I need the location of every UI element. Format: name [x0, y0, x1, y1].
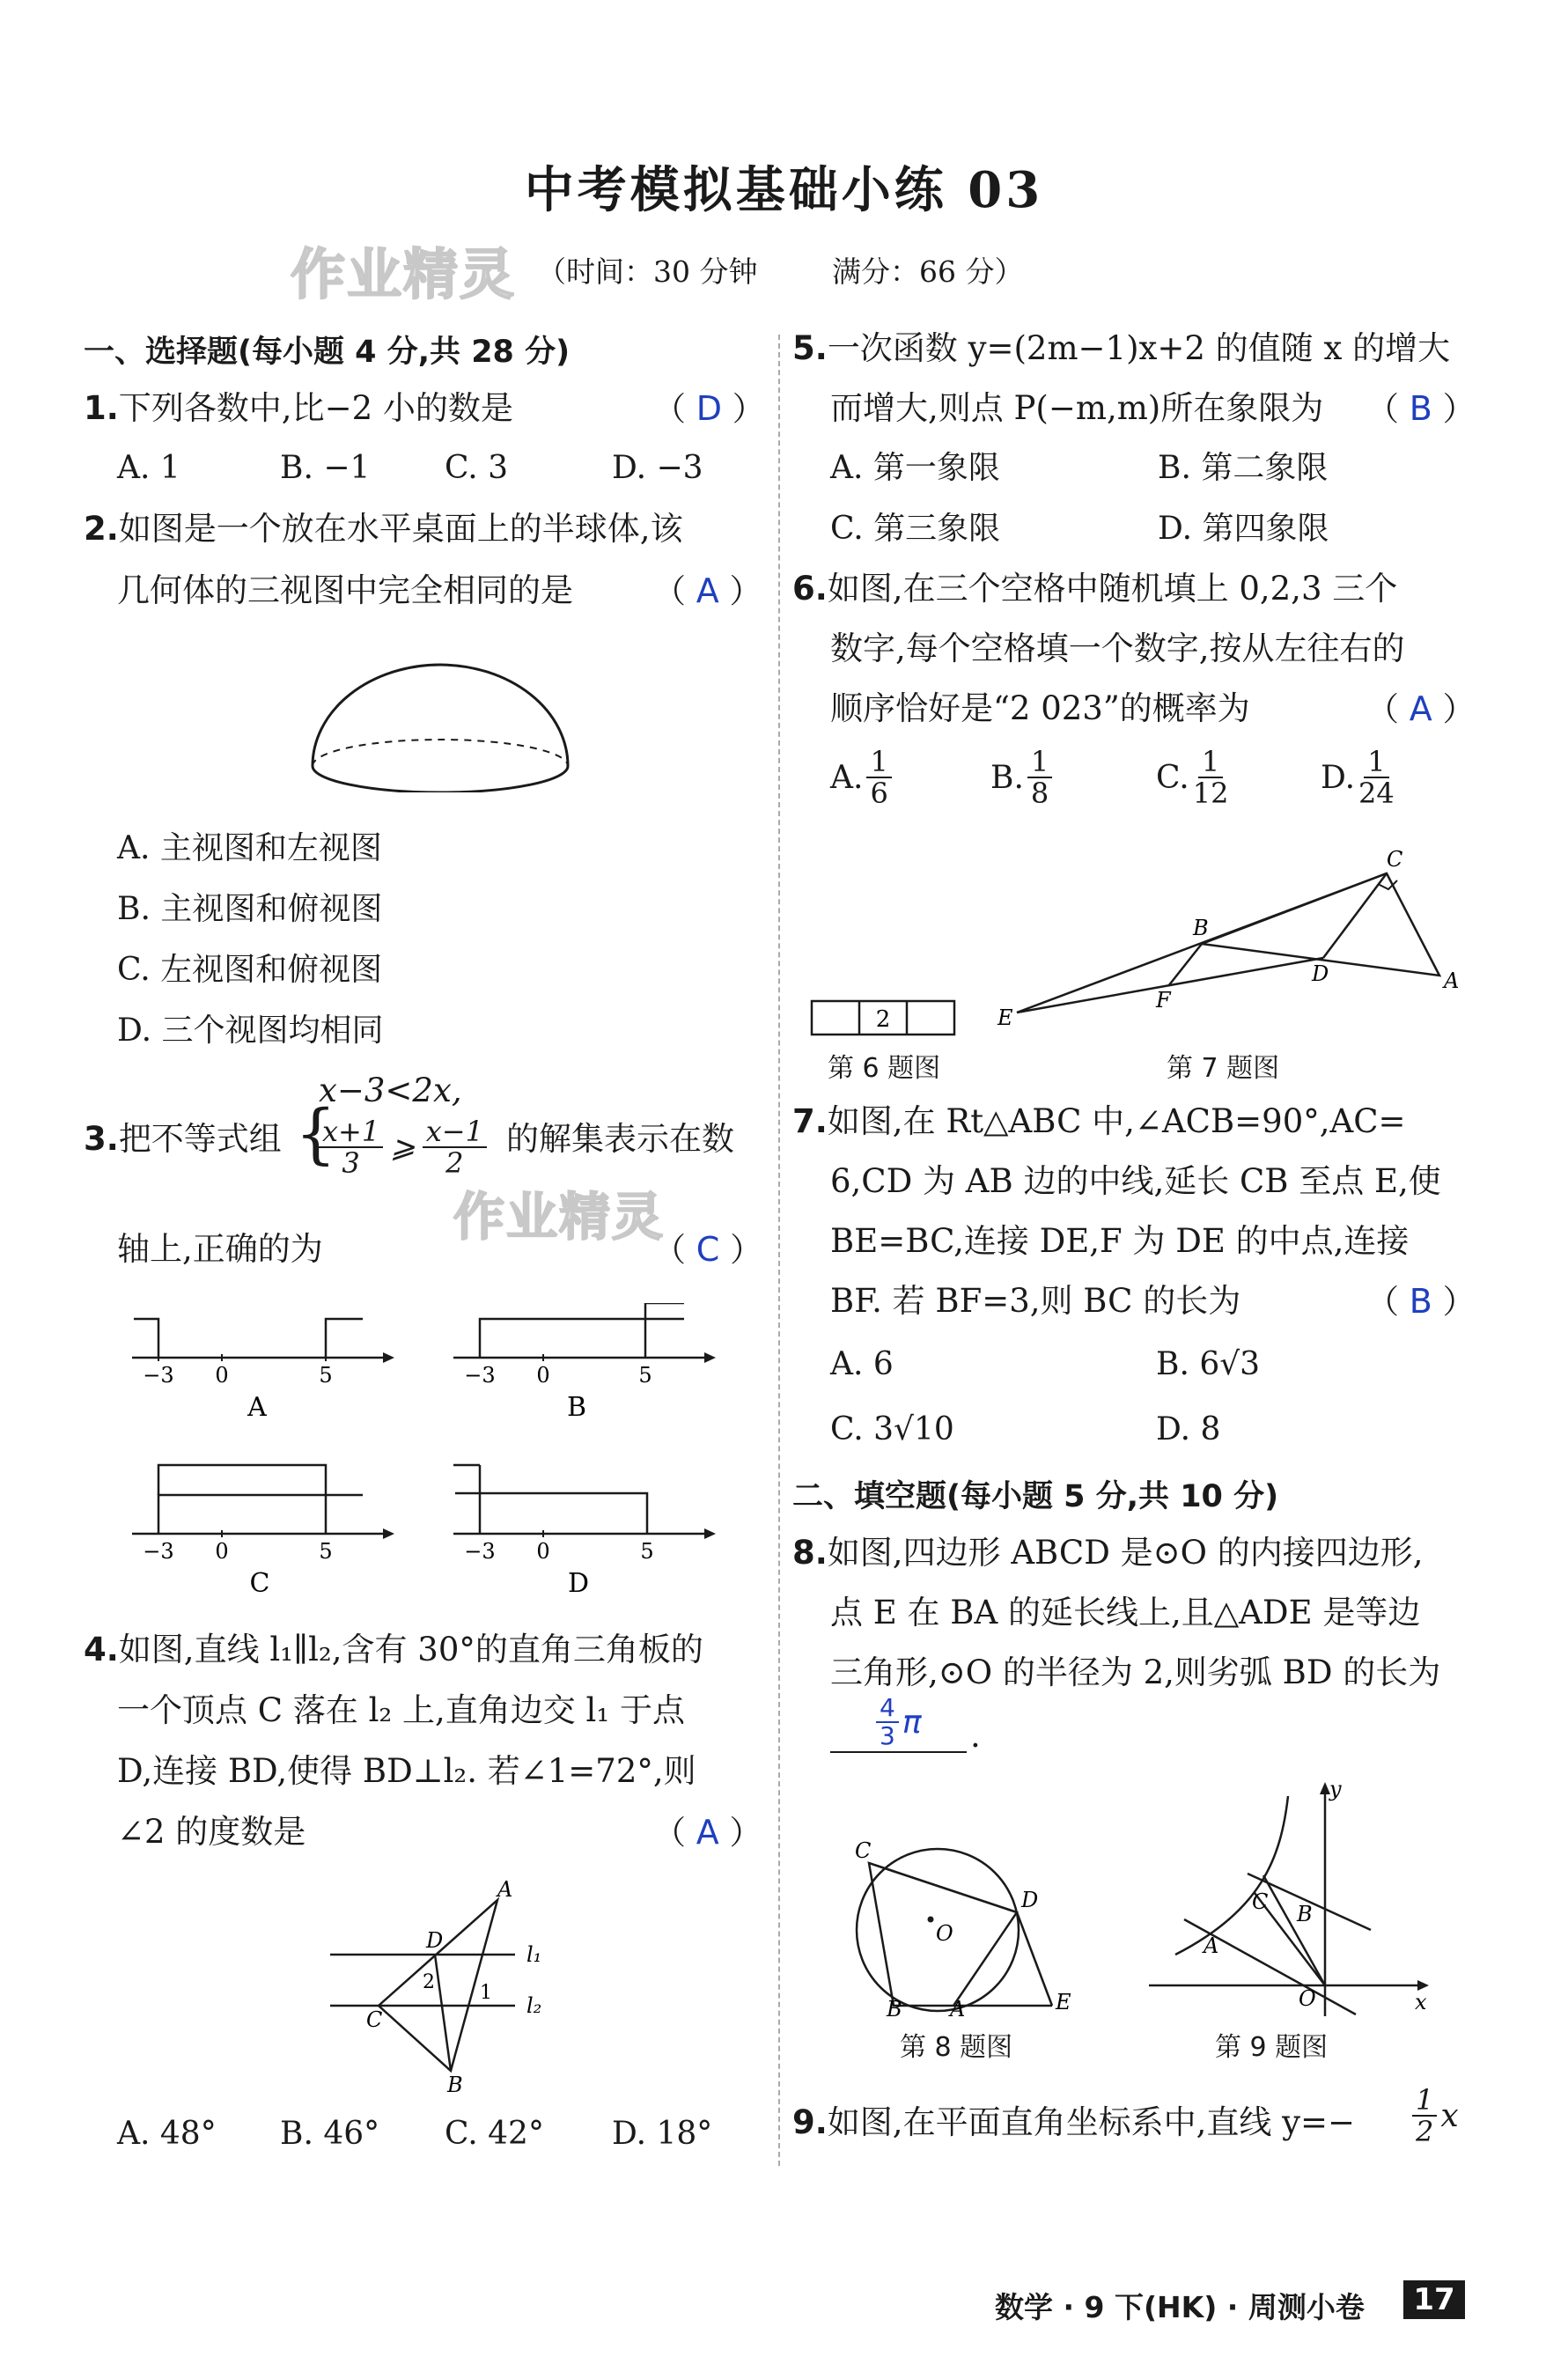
score-label: 满分：66 分）	[832, 254, 1024, 289]
label-l2: l₂	[526, 1993, 542, 2018]
question-line: 而增大,则点 P(−m,m)所在象限为	[830, 389, 1324, 427]
question-6	[792, 559, 1397, 619]
number-line-c	[123, 1462, 396, 1594]
answer-bracket-5: （ B ）	[1366, 389, 1476, 428]
label-c: C	[855, 1838, 872, 1863]
question-text: 如图,在平面直角坐标系中,直线 y=−	[827, 2103, 1356, 2141]
box-digit: 2	[875, 1006, 891, 1033]
blank-boxes-figure	[810, 998, 964, 1040]
question-line: 一个顶点 C 落在 l₂ 上,直角边交 l₁ 于点	[117, 1691, 685, 1729]
number-line-a	[123, 1303, 396, 1418]
question-line: D,连接 BD,使得 BD⊥l₂. 若∠1=72°,则	[117, 1752, 696, 1790]
question-number: 8.	[792, 1534, 828, 1572]
question-text: 下列各数中,比−2 小的数是	[118, 389, 513, 427]
option-c: C. 42°	[445, 2116, 544, 2152]
answer-bracket-2: （ A ）	[653, 571, 762, 610]
option-d: D. $\frac{1}{24}$	[1321, 745, 1395, 810]
label-d: D	[426, 1928, 444, 1953]
label-e: E	[1056, 1990, 1071, 2014]
question-line: 如图,在三个空格中随机填上 0,2,3 三个	[827, 570, 1398, 608]
label-a: A	[1444, 968, 1460, 993]
label-c: C	[366, 2007, 383, 2032]
question-line: 如图是一个放在水平桌面上的半球体,该	[118, 510, 683, 548]
column-divider	[778, 335, 780, 2166]
answer-bracket-1: （ D ）	[653, 389, 765, 428]
answer-2: A	[696, 571, 719, 610]
tick-label: 0	[536, 1539, 550, 1564]
parallel-lines-figure	[317, 1875, 572, 2095]
question-line: 几何体的三视图中完全相同的是	[117, 571, 573, 609]
label-o: O	[936, 1921, 953, 1946]
angle-2: 2	[423, 1971, 435, 1993]
option-label: B	[566, 1392, 587, 1418]
option-b: B. 第二象限	[1158, 450, 1329, 486]
question-2	[84, 499, 683, 559]
section-choice-heading: 一、选择题(每小题 4 分,共 28 分)	[84, 335, 571, 370]
figure-9-caption: 第 9 题图	[1215, 2032, 1329, 2063]
tick-label: 5	[640, 1539, 654, 1564]
question-1	[84, 379, 513, 438]
option-c: C. 左视图和俯视图	[117, 952, 383, 988]
number-line-d	[445, 1462, 718, 1594]
option-b: B. −1	[280, 450, 371, 486]
question-number: 4.	[84, 1631, 119, 1668]
time-label: （时间：30 分钟	[537, 254, 758, 289]
label-a: A	[950, 1997, 966, 2016]
question-number: 5.	[792, 329, 828, 367]
question-7	[792, 1092, 1406, 1152]
question-line: 如图,在 Rt△ABC 中,∠ACB=90°,AC=	[827, 1102, 1406, 1140]
answer-numerator: 4	[876, 1695, 899, 1723]
section-fill-heading: 二、填空题(每小题 5 分,共 10 分)	[792, 1479, 1279, 1514]
option-label: C	[249, 1568, 270, 1594]
question-line: 数字,每个空格填一个数字,按从左往右的	[830, 630, 1405, 667]
label-b: B	[887, 1997, 902, 2016]
question-line: 三角形,⊙O 的半径为 2,则劣弧 BD 的长为	[830, 1653, 1441, 1691]
label-d: D	[1312, 961, 1329, 986]
label-a: A	[1204, 1933, 1219, 1958]
option-a: A. 48°	[117, 2116, 217, 2152]
label-c: C	[1387, 847, 1403, 872]
question-line: 6,CD 为 AB 边的中线,延长 CB 至点 E,使	[830, 1162, 1441, 1200]
answer-bracket-4: （ A ）	[653, 1813, 762, 1852]
question-9	[792, 2093, 1355, 2153]
question-3-prefix	[84, 1109, 282, 1169]
triangle-figure-7	[990, 845, 1466, 1039]
answer-period: .	[970, 1717, 981, 1755]
question-line: ∠2 的度数是	[117, 1813, 306, 1851]
tick-label: −3	[143, 1539, 174, 1564]
question-number: 7.	[792, 1102, 828, 1140]
question-line: 如图,直线 l₁∥l₂,含有 30°的直角三角板的	[118, 1631, 703, 1668]
option-b: B. 6√3	[1156, 1346, 1261, 1382]
question-line: 顺序恰好是“2 023”的概率为	[830, 689, 1250, 727]
tick-label: 5	[319, 1539, 333, 1564]
page-title: 中考模拟基础小练 03	[524, 161, 1044, 219]
option-b: B. 46°	[280, 2116, 380, 2152]
number-line-b	[445, 1303, 718, 1418]
circle-quadrilateral-figure	[841, 1831, 1087, 2016]
tick-label: −3	[464, 1539, 496, 1564]
tick-label: −3	[143, 1363, 174, 1388]
option-a: A. 1	[117, 450, 180, 486]
question-line: 轴上,正确的为	[117, 1230, 323, 1268]
figure-6-caption: 第 6 题图	[828, 1053, 941, 1084]
tick-label: 0	[215, 1363, 229, 1388]
answer-bracket-6: （ A ）	[1366, 689, 1476, 728]
label-b: B	[1193, 916, 1209, 940]
answer-bracket-7: （ B ）	[1366, 1282, 1476, 1321]
question-number: 6.	[792, 570, 828, 608]
label-y: y	[1329, 1779, 1342, 1801]
question-text: 把不等式组	[118, 1120, 282, 1158]
hemisphere-figure	[299, 660, 581, 792]
slope-fraction: $\frac{1}{2}$ x	[1409, 2085, 1459, 2147]
option-d: D. 8	[1156, 1411, 1221, 1447]
answer-1: D	[696, 389, 723, 428]
question-number: 9.	[792, 2103, 828, 2141]
inequality-1: x−3<2x,	[319, 1072, 462, 1109]
answer-pi: π	[902, 1704, 922, 1741]
option-a: A. 第一象限	[830, 450, 1000, 486]
page-number: 17	[1403, 2280, 1465, 2319]
figure-7-caption: 第 7 题图	[1167, 1053, 1280, 1084]
coordinate-figure-9	[1140, 1779, 1431, 2021]
option-c: C. 3√10	[830, 1411, 954, 1447]
option-b: B. 主视图和俯视图	[117, 891, 383, 927]
question-line: 如图,四边形 ABCD 是⊙O 的内接四边形,	[827, 1534, 1424, 1572]
option-d: D. 三个视图均相同	[117, 1013, 384, 1049]
option-c: C. 3	[445, 450, 509, 486]
answer-bracket-3: （ C ）	[653, 1230, 763, 1269]
watermark: 作业精灵	[291, 242, 517, 306]
answer-7: B	[1409, 1282, 1432, 1321]
option-d: D. −3	[612, 450, 703, 486]
tick-label: 0	[536, 1363, 550, 1388]
option-a: A. $\frac{1}{6}$	[830, 747, 895, 808]
tick-label: 5	[638, 1363, 652, 1388]
tick-label: −3	[464, 1363, 496, 1388]
question-line: BF. 若 BF=3,则 BC 的长为	[830, 1282, 1241, 1320]
label-b: B	[1297, 1902, 1313, 1926]
answer-denominator: 3	[880, 1721, 895, 1750]
brace-icon: {	[295, 1096, 337, 1172]
option-label: D	[567, 1568, 590, 1594]
question-line: 一次函数 y=(2m−1)x+2 的值随 x 的增大	[827, 329, 1451, 367]
label-b: B	[447, 2073, 463, 2095]
answer-blank-8	[830, 1695, 967, 1753]
option-c: C. $\frac{1}{12}$	[1156, 745, 1229, 810]
answer-6: A	[1409, 689, 1432, 728]
question-8	[792, 1523, 1424, 1583]
option-label: A	[247, 1392, 267, 1418]
label-x: x	[1415, 1990, 1427, 2014]
inequality-2: $\frac{x+1}{3}$ ⩾ $\frac{x-1}{2}$	[315, 1116, 490, 1178]
label-e: E	[997, 1005, 1013, 1030]
question-number: 1.	[84, 389, 119, 427]
label-a: A	[497, 1877, 513, 1902]
question-line: 点 E 在 BA 的延长线上,且△ADE 是等边	[830, 1594, 1421, 1631]
option-a: A. 主视图和左视图	[117, 830, 382, 866]
option-a: A. 6	[830, 1346, 894, 1382]
angle-1: 1	[480, 1982, 492, 2004]
answer-3: C	[696, 1230, 720, 1269]
question-number: 3.	[84, 1120, 119, 1158]
answer-4: A	[696, 1813, 719, 1852]
question-text: 的解集表示在数	[506, 1120, 734, 1158]
question-5	[792, 319, 1450, 379]
question-4	[84, 1620, 703, 1680]
label-f: F	[1156, 988, 1171, 1013]
option-c: C. 第三象限	[830, 511, 1001, 547]
answer-5: B	[1409, 389, 1432, 428]
tick-label: 0	[215, 1539, 229, 1564]
option-d: D. 18°	[612, 2116, 713, 2152]
question-line: BE=BC,连接 DE,F 为 DE 的中点,连接	[830, 1222, 1410, 1260]
question-number: 2.	[84, 510, 119, 548]
label-o: O	[1299, 1986, 1316, 2011]
tick-label: 5	[319, 1363, 333, 1388]
footer-text: 数学 · 9 下(HK) · 周测小卷	[995, 2290, 1365, 2324]
label-l1: l₁	[526, 1942, 542, 1967]
figure-8-caption: 第 8 题图	[900, 2032, 1013, 2063]
option-d: D. 第四象限	[1158, 511, 1329, 547]
label-c: C	[1252, 1889, 1269, 1914]
watermark: 作业精灵	[453, 1187, 666, 1247]
option-b: B. $\frac{1}{8}$	[990, 747, 1056, 808]
label-d: D	[1021, 1888, 1039, 1912]
